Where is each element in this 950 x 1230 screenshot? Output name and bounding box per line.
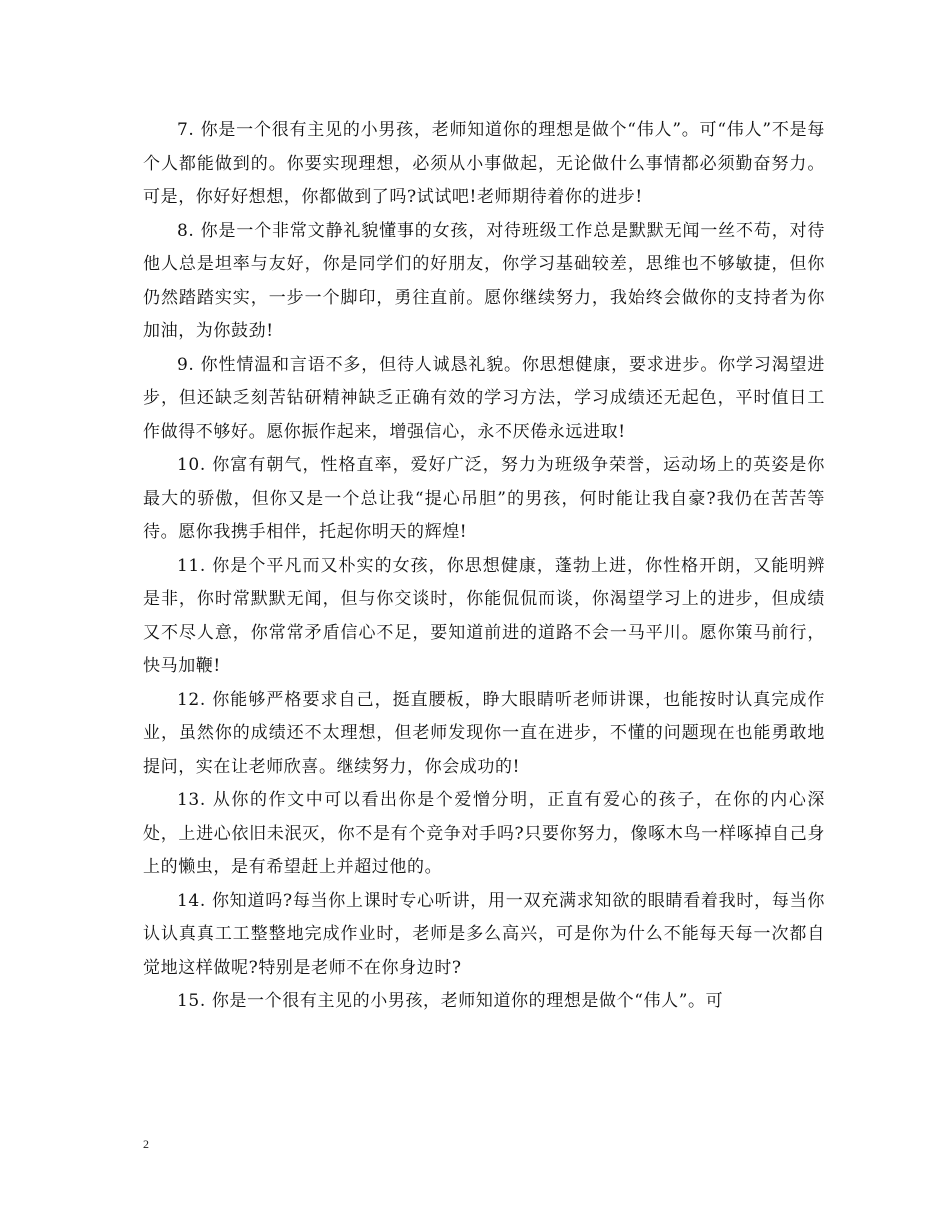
comment-paragraph-11: 11. 你是个平凡而又朴实的女孩，你思想健康，蓬勃上进，你性格开朗，又能明辨是非，你时常默默无闻，但与你交谈时，你能侃侃而谈，你渴望学习上的进步，但成绩又不尽人意，你常常矛盾信心不足，要知道前进的道路不会一马平川。愿你策马前行，快马加鞭! bbox=[143, 555, 825, 676]
comment-paragraph-7: 7. 你是一个很有主见的小男孩，老师知道你的理想是做个“伟人”。可“伟人”不是每个人都能做到的。你要实现理想，必须从小事做起，无论做什么事情都必须勤奋努力。可是，你好好想想，你都做到了吗?试试吧!老师期待着你的进步! bbox=[143, 120, 825, 207]
comment-paragraph-9: 9. 你性情温和言语不多，但待人诚恳礼貌。你思想健康，要求进步。你学习渴望进步，但还缺乏刻苦钻研精神缺乏正确有效的学习方法，学习成绩还无起色，平时值日工作做得不够好。愿你振作起来，增强信心，永不厌倦永远进取! bbox=[143, 354, 825, 442]
comment-paragraph-13: 13. 从你的作文中可以看出你是个爱憎分明，正直有爱心的孩子，在你的内心深处，上进心依旧未泯灭，你不是有个竞争对手吗?只要你努力，像啄木鸟一样啄掉自己身上的懒虫，是有希望赶上并超过他的。 bbox=[143, 790, 825, 877]
document-body bbox=[143, 114, 825, 1019]
comment-paragraph-15: 15. 你是一个很有主见的小男孩，老师知道你的理想是做个“伟人”。可 bbox=[177, 991, 724, 1011]
comment-paragraph-12: 12. 你能够严格要求自己，挺直腰板，睁大眼睛听老师讲课，也能按时认真完成作业，虽然你的成绩还不太理想，但老师发现你一直在进步，不懂的问题现在也能勇敢地提问，实在让老师欣喜。继续努力，你会成功的! bbox=[143, 689, 825, 777]
comment-paragraph-10: 10. 你富有朝气，性格直率，爱好广泛，努力为班级争荣誉，运动场上的英姿是你最大的骄傲，但你又是一个总让我“提心吊胆”的男孩，何时能让我自豪?我仍在苦苦等待。愿你我携手相伴，托起你明天的辉煌! bbox=[143, 455, 825, 542]
comment-paragraph-14: 14. 你知道吗?每当你上课时专心听讲，用一双充满求知欲的眼睛看着我时，每当你认认真真工工整整地完成作业时，老师是多么高兴，可是你为什么不能每天每一次都自觉地这样做呢?特别是老师不在你身边时? bbox=[143, 890, 825, 978]
page-number: 2 bbox=[143, 1137, 149, 1151]
comment-paragraph-8: 8. 你是一个非常文静礼貌懂事的女孩，对待班级工作总是默默无闻一丝不苟，对待他人总是坦率与友好，你是同学们的好朋友，你学习基础较差，思维也不够敏捷，但你仍然踏踏实实，一步一个脚印，勇往直前。愿你继续努力，我始终会做你的支持者为你加油，为你鼓劲! bbox=[143, 220, 825, 341]
